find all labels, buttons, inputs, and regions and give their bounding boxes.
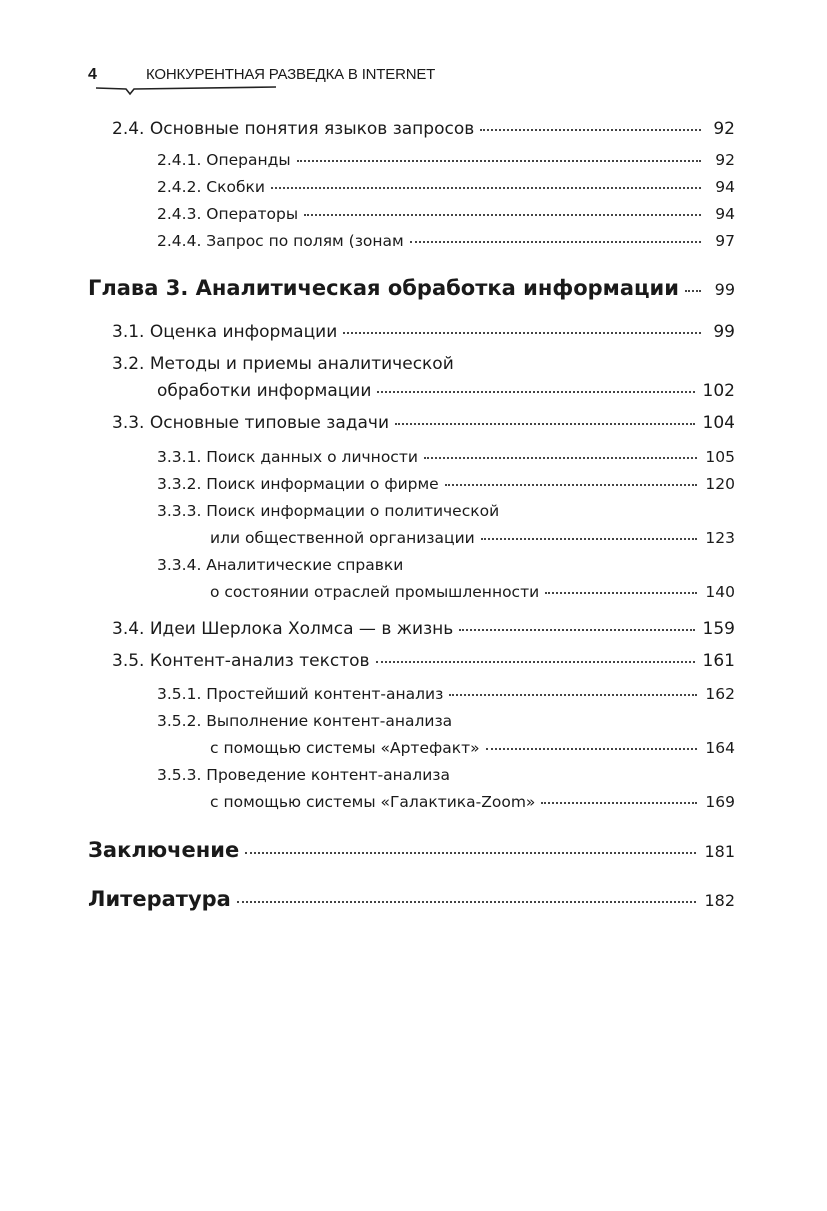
toc-leader-dots — [424, 456, 697, 459]
toc-entry-title: 3.3.1. Поиск данных о личности — [157, 448, 418, 466]
toc-leader-dots — [685, 289, 701, 292]
toc-chapter-title: Литература — [88, 887, 231, 911]
toc-leader-dots — [481, 537, 698, 540]
toc-page-number: 182 — [704, 891, 735, 910]
toc-leader-dots — [410, 240, 701, 243]
toc-entry-title: 3.2. Методы и приемы аналитической — [112, 354, 454, 374]
toc-leader-dots — [445, 483, 698, 486]
toc-page-number: 140 — [705, 583, 735, 601]
toc-entry-title: 3.3.3. Поиск информации о политической — [157, 502, 500, 520]
toc-leader-dots — [395, 422, 695, 425]
toc-page-number: 105 — [705, 448, 735, 466]
toc-entry-title: 3.5.1. Простейший контент-анализ — [157, 685, 444, 703]
toc-leader-dots — [297, 159, 701, 162]
toc-chapter-title: Глава 3. Аналитическая обработка информации — [88, 276, 679, 300]
toc-entry-title: 2.4.1. Операнды — [157, 151, 291, 169]
toc-chapter-title: Заключение — [88, 838, 240, 862]
toc-leader-dots — [541, 801, 697, 804]
toc-entry-title: 3.4. Идеи Шерлока Холмса — в жизнь — [112, 619, 454, 639]
page-header — [0, 0, 827, 110]
toc-entry-title: 3.5.2. Выполнение контент-анализа — [157, 712, 453, 730]
toc-entry-title-continued: с помощью системы «Артефакт» — [210, 739, 480, 757]
header-rule-ornament — [96, 82, 276, 96]
toc-leader-dots — [486, 747, 698, 750]
toc-page-number: 164 — [705, 739, 735, 757]
toc-leader-dots — [271, 186, 701, 189]
toc-page-number: 123 — [705, 529, 735, 547]
toc-leader-dots — [480, 128, 701, 131]
toc-leader-dots — [237, 900, 697, 903]
running-title: КОНКУРЕНТНАЯ РАЗВЕДКА В INTERNET — [146, 66, 436, 83]
toc-leader-dots — [376, 660, 695, 663]
toc-page-number: 94 — [715, 178, 735, 196]
toc-page-number: 99 — [713, 322, 735, 342]
toc-leader-dots — [245, 851, 696, 854]
toc-page-number: 104 — [702, 413, 735, 433]
toc-page-number: 99 — [714, 280, 735, 299]
toc-leader-dots — [449, 693, 697, 696]
toc-entry-title: 3.3.4. Аналитические справки — [157, 556, 404, 574]
toc-entry-title-continued: или общественной организации — [210, 529, 475, 547]
toc-leader-dots — [304, 213, 701, 216]
toc-entry-title: 2.4.2. Скобки — [157, 178, 265, 196]
toc-page-number: 181 — [704, 842, 735, 861]
toc-entry-title: 2.4.3. Операторы — [157, 205, 299, 223]
toc-page-number: 161 — [702, 651, 735, 671]
toc-leader-dots — [545, 591, 697, 594]
toc-page-number: 102 — [702, 381, 735, 401]
toc-entry-title: 2.4. Основные понятия языков запросов — [112, 119, 475, 139]
toc-page-number: 92 — [713, 119, 735, 139]
toc-entry-title-continued: с помощью системы «Галактика-Zoom» — [210, 793, 536, 811]
toc-leader-dots — [459, 628, 694, 631]
toc-entry-title: 3.3. Основные типовые задачи — [112, 413, 389, 433]
toc-entry-title: 2.4.4. Запрос по полям (зонам — [157, 232, 404, 250]
toc-page-number: 92 — [715, 151, 735, 169]
toc-entry-title: 3.5.3. Проведение контент-анализа — [157, 766, 451, 784]
toc-page-number: 97 — [715, 232, 735, 250]
toc-page-number: 120 — [705, 475, 735, 493]
toc-entry-title-continued: обработки информации — [157, 381, 372, 401]
toc-entry-title: 3.1. Оценка информации — [112, 322, 338, 342]
toc-page-number: 94 — [715, 205, 735, 223]
toc-leader-dots — [377, 390, 694, 393]
page-number: 4 — [88, 66, 97, 83]
toc-page-number: 169 — [705, 793, 735, 811]
toc-entry-title-continued: о состоянии отраслей промышленности — [210, 583, 540, 601]
toc-entry-title: 3.3.2. Поиск информации о фирме — [157, 475, 439, 493]
toc-page-number: 162 — [705, 685, 735, 703]
toc-leader-dots — [343, 331, 701, 334]
toc-page-number: 159 — [702, 619, 735, 639]
toc-entry-title: 3.5. Контент-анализ текстов — [112, 651, 370, 671]
